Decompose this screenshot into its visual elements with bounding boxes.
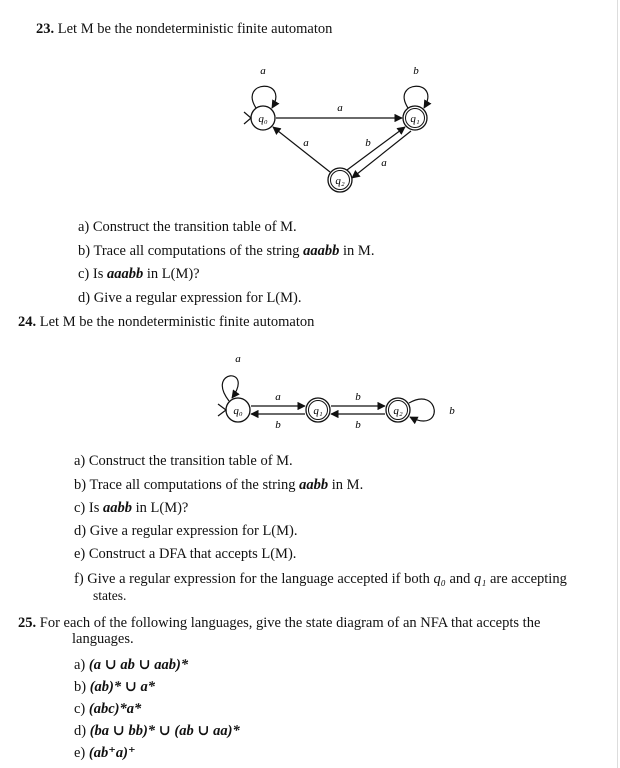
p24-state-q2-label: q₂	[393, 405, 403, 417]
p24-edge-q0-loop	[222, 376, 238, 401]
p24-item-a	[74, 452, 293, 470]
p23-item-b-label: b)	[78, 243, 91, 259]
edge-q1-to-q2-label: a	[381, 157, 387, 169]
edge-q1-loop	[404, 86, 428, 108]
p25-item-c	[74, 700, 141, 718]
p24-state-q1-label: q₁	[313, 405, 323, 417]
p25-item-b-label: b)	[74, 679, 87, 695]
p23-item-a-label: a)	[78, 219, 90, 235]
p24-item-b-string: aabb	[299, 477, 329, 493]
p24-item-f-state-q0: q₀	[433, 571, 446, 587]
p24-item-f-text: Give a regular expression for the language accepted if both	[87, 571, 434, 587]
p24-item-f-label: f)	[74, 571, 84, 587]
edge-q2-to-q1-label: b	[365, 137, 371, 149]
p24-edge-q1-to-q2-label: b	[355, 391, 361, 403]
p24-item-f-state-q1: q₁	[474, 571, 487, 587]
edge-q2-to-q0	[273, 127, 330, 172]
edge-q0-loop	[252, 86, 276, 108]
p24-item-f	[74, 570, 567, 588]
problem-25-text: For each of the following languages, give the state diagram of an NFA that accepts the	[39, 615, 541, 631]
p23-item-c-text-end: in L(M)?	[143, 266, 200, 282]
p25-item-e-expr: (ab⁺a)⁺	[88, 745, 136, 761]
p24-item-f-text-mid: and	[445, 571, 475, 587]
edge-q0-to-q1-label: a	[337, 102, 343, 114]
p23-item-c-text: Is	[92, 266, 107, 282]
p24-state-q0	[226, 398, 250, 422]
p23-item-a-text: Construct the transition table of M.	[92, 219, 297, 235]
problem-23-number: 23.	[36, 21, 55, 37]
p24-edge-q2-loop	[409, 399, 434, 421]
p25-item-e	[74, 744, 136, 762]
p24-start-arrow	[218, 404, 226, 416]
p25-item-d-expr: (ba ∪ bb)* ∪ (ab ∪ aa)*	[89, 723, 240, 739]
p23-item-b-string: aaabb	[303, 243, 340, 259]
p24-item-c-text: Is	[88, 500, 103, 516]
p24-edge-q1-to-q0-label: b	[275, 419, 281, 431]
p24-item-c-string: aabb	[103, 500, 132, 516]
p25-item-d-label: d)	[74, 723, 87, 739]
p24-item-f-text-end: are accepting	[486, 571, 567, 587]
p25-item-e-label: e)	[74, 745, 86, 761]
problem-25-text-continued: languages.	[72, 631, 134, 647]
p24-edge-q2-loop-label: b	[449, 405, 455, 417]
p23-item-d-text: Give a regular expression for L(M).	[93, 290, 302, 306]
p24-item-d	[74, 522, 297, 540]
p25-item-a-expr: (a ∪ ab ∪ aab)*	[88, 657, 189, 673]
state-q1	[403, 106, 427, 130]
p23-item-b	[78, 242, 374, 260]
p24-item-e	[74, 545, 296, 563]
p24-state-q1	[306, 398, 330, 422]
state-q2	[328, 168, 352, 192]
p24-item-a-label: a)	[74, 453, 86, 469]
p24-item-b-text-end: in M.	[328, 477, 364, 493]
p24-item-d-label: d)	[74, 523, 87, 539]
p24-item-c	[74, 499, 188, 517]
p23-item-b-text: Trace all computations of the string	[93, 243, 304, 259]
edge-q0-loop-label: a	[260, 65, 266, 77]
problem-23-automaton-diagram	[0, 0, 620, 210]
p24-item-e-label: e)	[74, 546, 86, 562]
problem-24-automaton-diagram	[0, 340, 620, 440]
p24-item-b-text: Trace all computations of the string	[89, 477, 300, 493]
p24-item-a-text: Construct the transition table of M.	[88, 453, 293, 469]
p24-edge-q0-to-q1-label: a	[275, 391, 281, 403]
p23-item-d	[78, 289, 301, 307]
p24-item-f-continued: states.	[93, 588, 127, 603]
p24-edge-q2-to-q1-label: b	[355, 419, 361, 431]
p25-item-b-expr: (ab)* ∪ a*	[89, 679, 156, 695]
p24-state-q0-label: q₀	[233, 405, 243, 417]
p25-item-a	[74, 656, 188, 674]
state-q1-label: q₁	[410, 113, 420, 125]
p25-item-a-label: a)	[74, 657, 86, 673]
state-q0-label: q₀	[258, 113, 268, 125]
p25-item-c-expr: (abc)*a*	[88, 701, 142, 717]
edge-q1-loop-label: b	[413, 65, 419, 77]
p23-item-a	[78, 218, 297, 236]
p23-item-d-label: d)	[78, 290, 91, 306]
p25-item-c-label: c)	[74, 701, 86, 717]
p24-state-q2	[386, 398, 410, 422]
problem-23-title: Let M be the nondeterministic finite automaton	[57, 21, 333, 37]
problem-24-number: 24.	[18, 314, 37, 330]
p23-item-c	[78, 265, 200, 283]
edge-q1-to-q2	[352, 131, 411, 178]
p24-item-b	[74, 476, 363, 494]
p23-item-c-string: aaabb	[107, 266, 144, 282]
problem-25-number: 25.	[18, 615, 37, 631]
state-q0	[251, 106, 275, 130]
p23-item-b-text-end: in M.	[339, 243, 375, 259]
p23-item-c-label: c)	[78, 266, 90, 282]
p24-item-c-label: c)	[74, 500, 86, 516]
p24-item-d-text: Give a regular expression for L(M).	[89, 523, 298, 539]
state-q2-label: q₂	[335, 175, 345, 187]
edge-q2-to-q1	[347, 127, 405, 170]
p25-item-d	[74, 722, 240, 740]
p24-item-c-text-end: in L(M)?	[132, 500, 189, 516]
p24-item-b-label: b)	[74, 477, 87, 493]
p24-edge-q0-loop-label: a	[235, 353, 241, 365]
p24-item-e-text: Construct a DFA that accepts L(M).	[88, 546, 297, 562]
problem-24-heading	[18, 313, 314, 331]
start-arrow	[244, 112, 251, 124]
problem-24-title: Let M be the nondeterministic finite automaton	[39, 314, 315, 330]
p25-item-b	[74, 678, 155, 696]
edge-q2-to-q0-label: a	[303, 137, 309, 149]
